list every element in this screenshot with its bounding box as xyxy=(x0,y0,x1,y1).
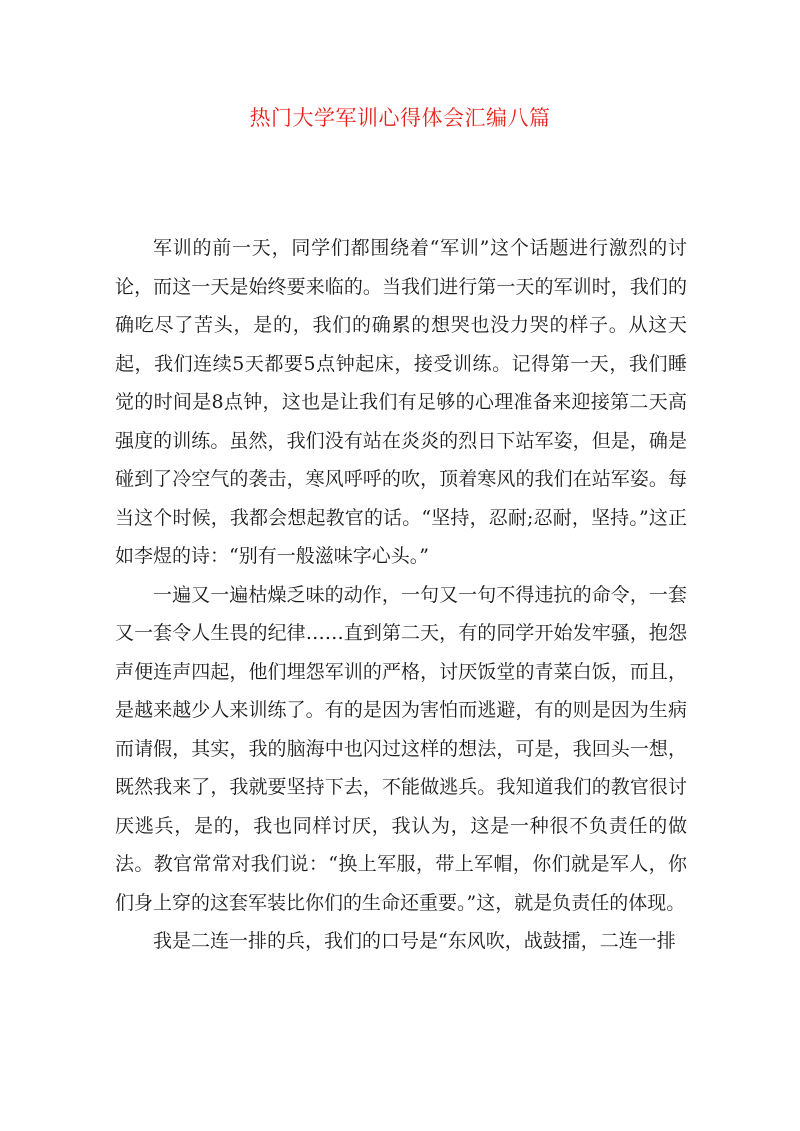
document-body xyxy=(115,229,687,961)
paragraph-2: 一遍又一遍枯燥乏味的动作，一句又一句不得违抗的命令，一套又一套令人生畏的纪律……直到第二天，有的同学开始发牢骚，抱怨声便连声四起，他们埋怨军训的严格，讨厌饭堂的青菜白饭，而且，是越来越少人来训练了。有的是因为害怕而逃避，有的则是因为生病而请假，其实，我的脑海中也闪过这样的想法，可是，我回头一想，既然我来了，我就要坚持下去，不能做逃兵。我知道我们的教官很讨厌逃兵，是的，我也同样讨厌，我认为，这是一种很不负责任的做法。教官常常对我们说：“换上军服，带上军帽，你们就是军人，你们身上穿的这套军装比你们的生命还重要。”这，就是负责任的体现。 xyxy=(115,583,687,914)
paragraph-3: 我是二连一排的兵，我们的口号是“东风吹，战鼓擂，二连一排 xyxy=(153,930,676,952)
paragraph-1: 军训的前一天，同学们都围绕着“军训”这个话题进行激烈的讨论，而这一天是始终要来临的。当我们进行第一天的军训时，我们的确吃尽了苦头，是的，我们的确累的想哭也没力哭的样子。从这天起，我们连续5天都要5点钟起床，接受训练。记得第一天，我们睡觉的时间是8点钟，这也是让我们有足够的心理准备来迎接第二天高强度的训练。虽然，我们没有站在炎炎的烈日下站军姿，但是，确是碰到了冷空气的袭击，寒风呼呼的吹，顶着寒风的我们在站军姿。每当这个时候，我都会想起教官的话。“坚持，忍耐;忍耐，坚持。”这正如李煜的诗：“别有一般滋味字心头。” xyxy=(115,237,687,567)
document-title: 热门大学军训心得体会汇编八篇 xyxy=(249,106,551,130)
